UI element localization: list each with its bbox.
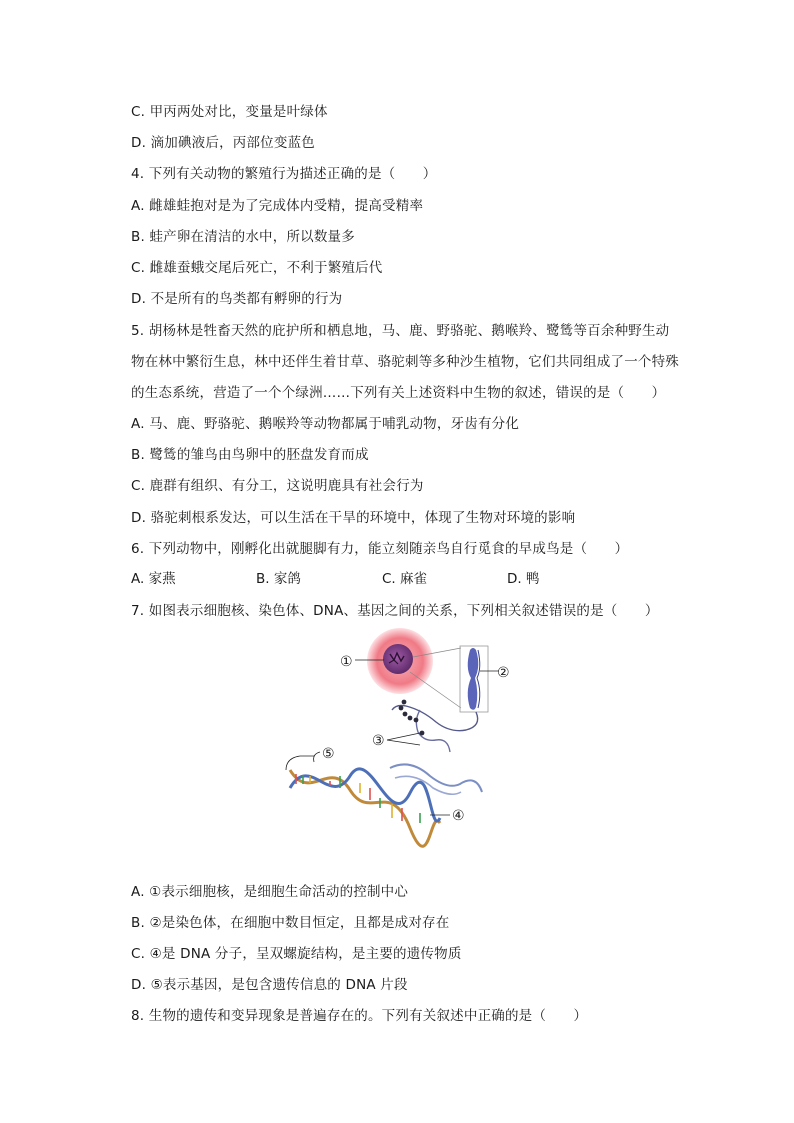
q8-stem: 8. 生物的遗传和变异现象是普遍存在的。下列有关叙述中正确的是（ ）	[131, 1008, 588, 1024]
q7-option-a: A. ①表示细胞核，是细胞生命活动的控制中心	[131, 884, 409, 900]
q6-option-b: B. 家鸽	[256, 571, 301, 587]
q6-option-c: C. 麻雀	[382, 571, 428, 587]
q4-option-c: C. 雌雄蚕蛾交尾后死亡，不利于繁殖后代	[131, 260, 383, 276]
q3-option-d: D. 滴加碘液后，丙部位变蓝色	[131, 135, 315, 151]
q6-option-d: D. 鸭	[507, 571, 540, 587]
q6-stem: 6. 下列动物中，刚孵化出就腿脚有力，能立刻随亲鸟自行觅食的早成鸟是（ ）	[131, 541, 629, 557]
q5-option-c: C. 鹿群有组织、有分工，这说明鹿具有社会行为	[131, 478, 424, 494]
q6-option-a: A. 家燕	[131, 571, 176, 587]
marker-5: ⑤	[322, 746, 335, 762]
q5-option-a: A. 马、鹿、野骆驼、鹅喉羚等动物都属于哺乳动物，牙齿有分化	[131, 416, 520, 432]
chromosome	[468, 648, 479, 710]
q5-stem-line2: 物在林中繁衍生息，林中还伴生着甘草、骆驼刺等多种沙生植物，它们共同组成了一个特殊	[131, 354, 679, 370]
dna-strand-b	[290, 769, 440, 821]
q5-stem-line3: 的生态系统，营造了一个个绿洲……下列有关上述资料中生物的叙述，错误的是（ ）	[131, 385, 666, 401]
q7-option-c: C. ④是 DNA 分子，呈双螺旋结构，是主要的遗传物质	[131, 946, 462, 962]
q5-option-d: D. 骆驼刺根系发达，可以生活在干旱的环境中，体现了生物对环境的影响	[131, 510, 576, 526]
q4-option-b: B. 蛙产卵在清洁的水中，所以数量多	[131, 229, 355, 245]
nucleus-chromosome-dna-figure	[270, 628, 530, 860]
q4-option-a: A. 雌雄蛙抱对是为了完成体内受精，提高受精率	[131, 198, 424, 214]
q3-option-c: C. 甲丙两处对比，变量是叶绿体	[131, 104, 328, 120]
marker-2: ②	[497, 665, 510, 681]
q7-option-d: D. ⑤表示基因，是包含遗传信息的 DNA 片段	[131, 977, 408, 993]
q7-stem: 7. 如图表示细胞核、染色体、DNA、基因之间的关系，下列相关叙述错误的是（ ）	[131, 603, 659, 619]
q5-stem-line1: 5. 胡杨林是牲畜天然的庇护所和栖息地，马、鹿、野骆驼、鹅喉羚、鹭鸶等百余种野生动	[131, 323, 670, 339]
q4-stem: 4. 下列有关动物的繁殖行为描述正确的是（ ）	[131, 166, 437, 182]
q4-option-d: D. 不是所有的鸟类都有孵卵的行为	[131, 291, 343, 307]
figure-svg	[270, 628, 530, 860]
q6-options	[131, 569, 691, 589]
marker-1: ①	[340, 654, 353, 670]
q7-option-b: B. ②是染色体，在细胞中数目恒定，且都是成对存在	[131, 915, 450, 931]
q5-option-b: B. 鹭鸶的雏鸟由鸟卵中的胚盘发育而成	[131, 447, 369, 463]
marker-3: ③	[372, 733, 385, 749]
cell-nucleus	[383, 644, 413, 674]
marker-4: ④	[452, 808, 465, 824]
